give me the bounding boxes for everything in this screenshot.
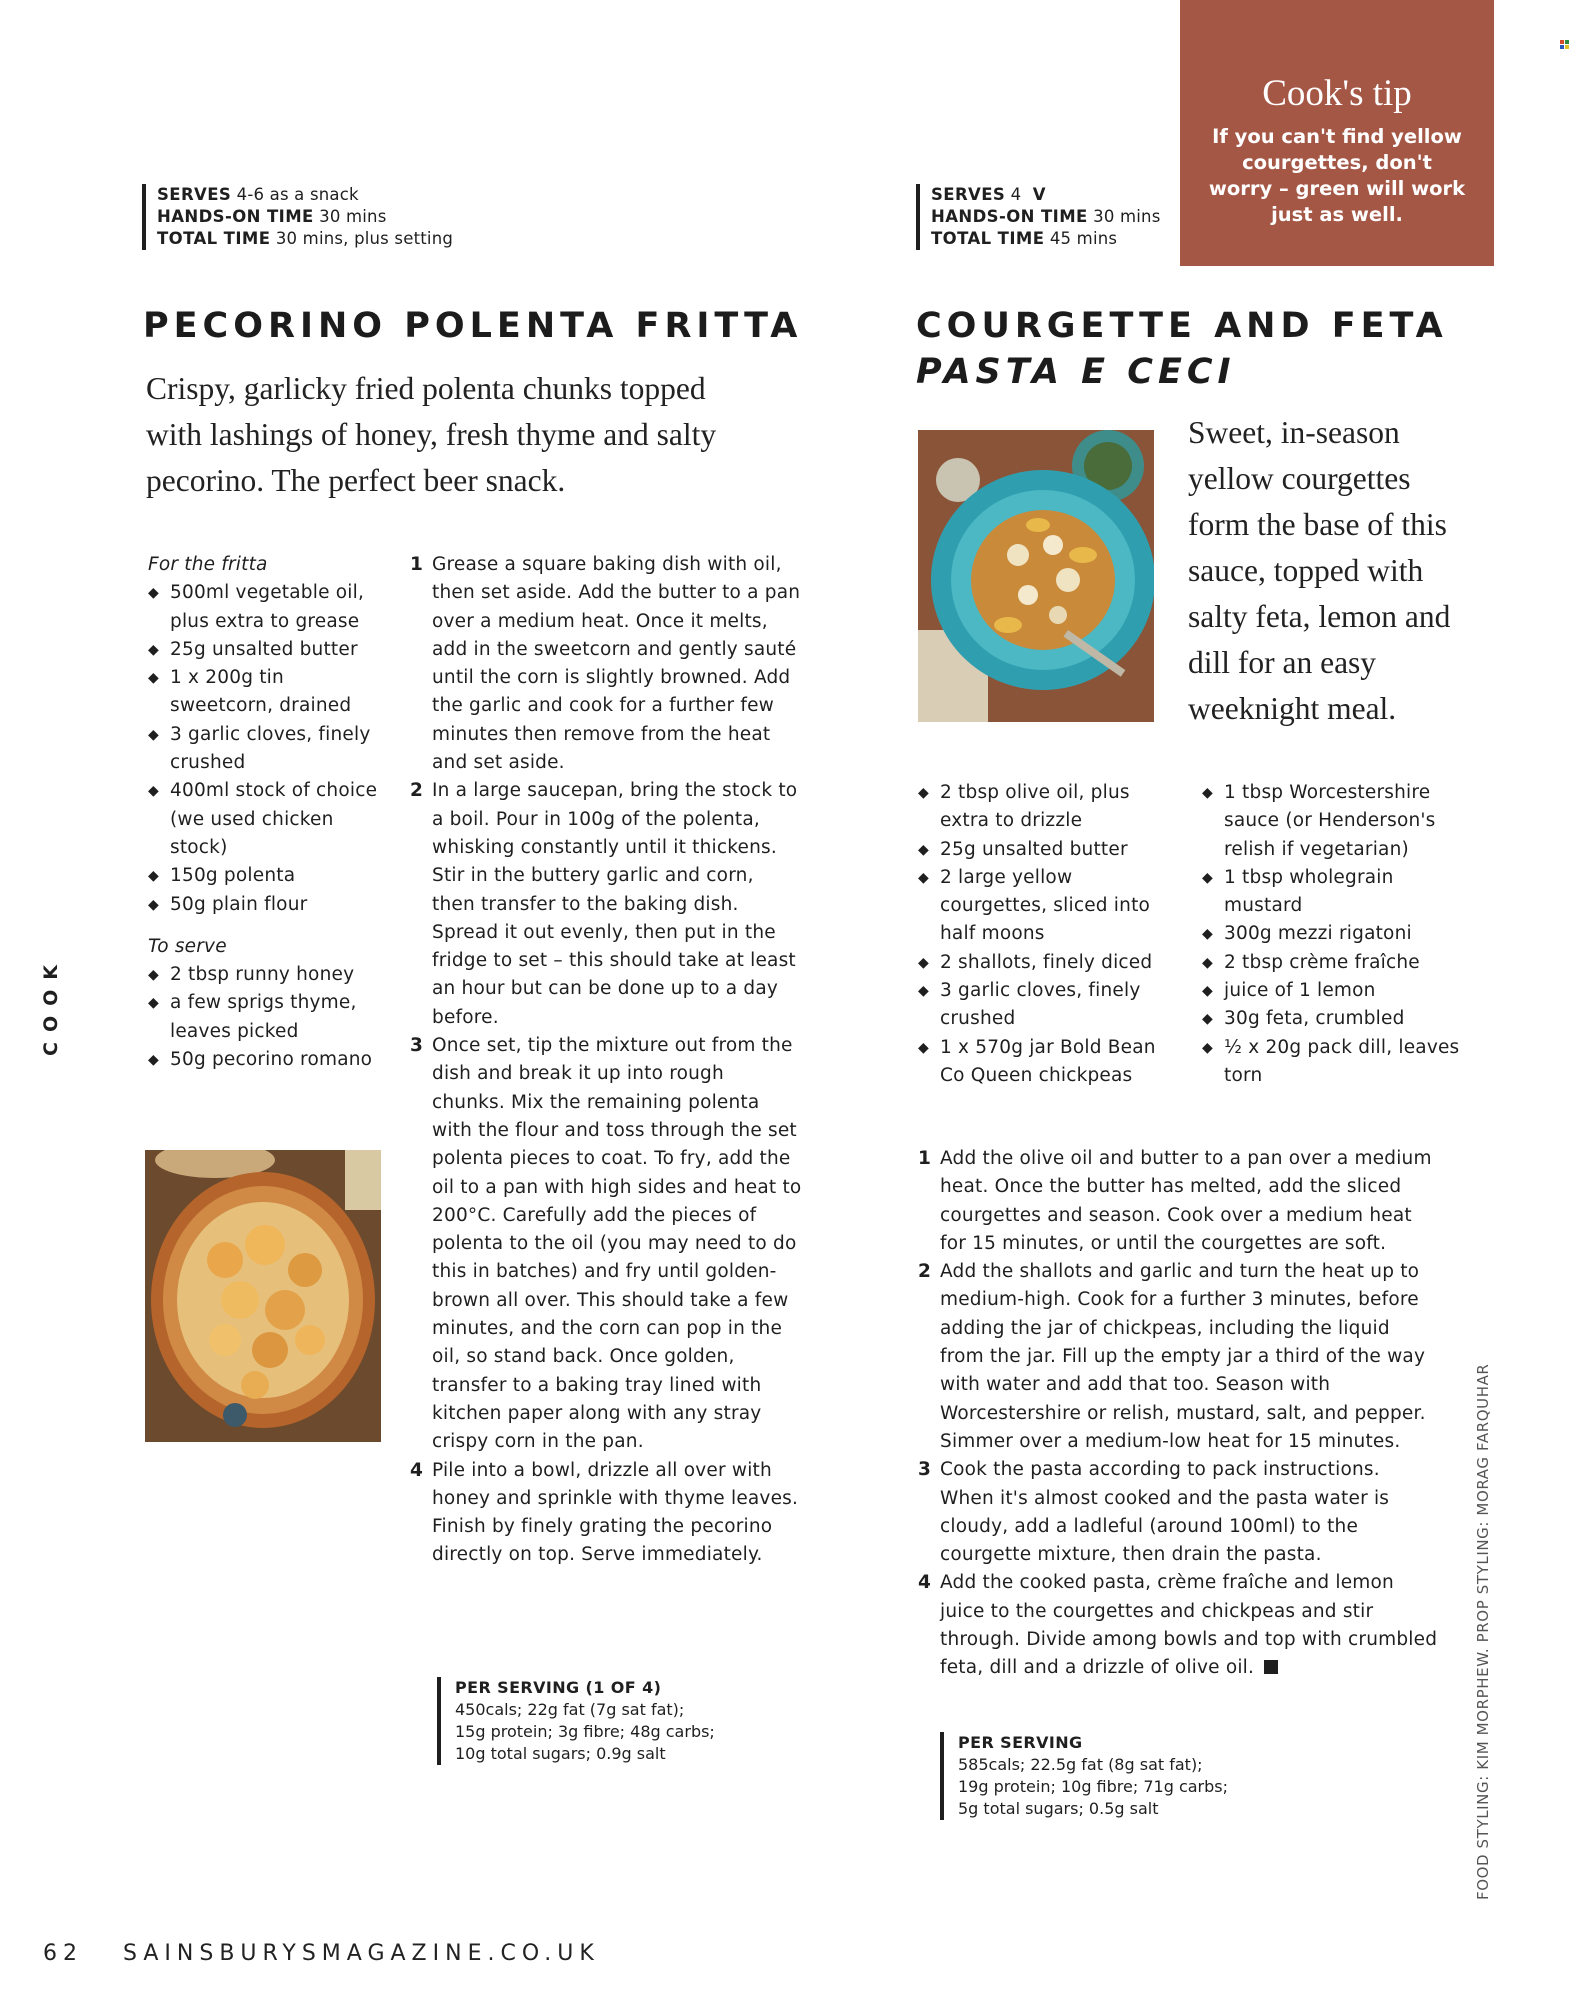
total-time-value: 45 mins [1049,229,1118,248]
recipe2-title-line1: COURGETTE AND FETA [916,306,1448,346]
step-number: 3 [410,1035,424,1057]
hands-on-value: 30 mins [319,207,387,226]
step-text: Add the olive oil and butter to a pan over a medium heat. Once the butter has melted, add the sliced courgettes and season. Cook over a medium heat for 15 minutes, or until the courgettes are soft. [940,1148,1432,1254]
photo-credit: FOOD STYLING: KIM MORPHEW. PROP STYLING: MORAG FARQUHAR [1474,1363,1492,1900]
method-step [410,1457,802,1570]
ingredient-item: ◆ 50g pecorino romano [148,1046,393,1074]
step-number: 2 [410,780,424,802]
recipe1-intro: Crispy, garlicky fried polenta chunks topped with lashings of honey, fresh thyme and salty pecorino. The perfect beer snack. [146,371,717,498]
ingredient-item: ◆ 1 x 200g tin sweetcorn, drained [148,664,393,721]
ingredient-item: ◆ 2 shallots, finely diced [918,949,1180,977]
total-time-label: TOTAL TIME [931,229,1045,248]
hands-on-label: HANDS-ON TIME [931,207,1088,226]
step-number: 4 [918,1572,932,1594]
fritta-heading: For the fritta [148,554,268,575]
recipe2-method [918,1145,1438,1683]
recipe1-nutrition [437,1677,795,1765]
nutrition-line: 15g protein; 3g fibre; 48g carbs; [455,1722,715,1741]
nutrition-line: 585cals; 22.5g fat (8g sat fat); [958,1755,1203,1774]
ingredient-item: ◆ 2 tbsp runny honey [148,961,393,989]
step-number: 3 [918,1459,932,1481]
serves-value: 4-6 as a snack [236,185,359,204]
ingredient-item: ◆ 300g mezzi rigatoni [1202,920,1462,948]
nutrition-line: 10g total sugars; 0.9g salt [455,1744,666,1763]
recipe2-intro: Sweet, in-season yellow courgettes form the base of this sauce, topped with salty feta, lemon and dill for an easy weeknight meal. [1188,415,1451,726]
method-step [918,1145,1438,1258]
hands-on-label: HANDS-ON TIME [157,207,314,226]
end-mark-icon [1264,1660,1278,1674]
page-number: 62 [43,1941,83,1966]
recipe2-ingredients-col1 [918,779,1180,1090]
nutrition-line: 450cals; 22g fat (7g sat fat); [455,1700,685,1719]
polenta-fritta-photo [145,1150,381,1442]
recipe1-method [410,551,802,1570]
step-text: Grease a square baking dish with oil, then set aside. Add the butter to a pan over a medium heat. Once it melts, add in the sweetcorn and gently sauté until the corn is slightly browned. Add the garlic and cook for a further few minutes then remove from the heat and set aside. [432,554,801,774]
step-text: Pile into a bowl, drizzle all over with honey and sprinkle with thyme leaves. Finish by finely grating the pecorino directly on top. Serve immediately. [432,1459,799,1566]
ingredient-item: ◆ 3 garlic cloves, finely crushed [148,721,393,778]
step-number: 1 [918,1148,932,1169]
recipe1-title: PECORINO POLENTA FRITTA [143,306,803,346]
total-time-label: TOTAL TIME [157,229,271,248]
method-step [918,1456,1438,1569]
ingredient-item: ◆ 400ml stock of choice (we used chicken stock) [148,777,393,862]
ingredient-item: ◆ 1 x 570g jar Bold Bean Co Queen chickpeas [918,1034,1180,1091]
total-time-value: 30 mins, plus setting [275,229,454,248]
ingredient-item: ◆ 150g polenta [148,862,393,890]
recipe2-meta [916,184,1231,250]
ingredient-item: ◆ 500ml vegetable oil, plus extra to grease [148,579,393,636]
ingredient-item: ◆ 3 garlic cloves, finely crushed [918,977,1180,1034]
step-text: Add the cooked pasta, crème fraîche and lemon juice to the courgettes and chickpeas and stir through. Divide among bowls and top with crumbled feta, dill and a drizzle of olive oil. [940,1572,1438,1679]
ingredient-item: ◆ 50g plain flour [148,891,393,919]
recipe2-title [916,303,1476,395]
serves-label: SERVES [931,185,1006,204]
color-mark-icon [1560,40,1569,49]
step-number: 4 [410,1459,424,1481]
method-step [410,551,802,777]
recipe1-meta [142,184,557,250]
step-text: Add the shallots and garlic and turn the heat up to medium-high. Cook for a further 3 minutes, before adding the jar of chickpeas, including the liquid from the jar. Fill up the empty jar a third of the way with water and add that too. Season with Worcestershire or relish, mustard, salt, and pepper. Simmer over a medium-low heat for 15 minutes. [940,1261,1426,1452]
vegetarian-badge: V [1032,185,1046,204]
cooks-tip-body: If you can't find yellow courgettes, don't worry – green will work just as well. [1208,125,1466,226]
ingredient-item: ◆ 1 tbsp wholegrain mustard [1202,864,1462,921]
pasta-e-ceci-photo [918,430,1154,722]
nutrition-heading: PER SERVING (1 OF 4) [455,1678,662,1697]
ingredient-item: ◆ 2 large yellow courgettes, sliced into half moons [918,864,1180,949]
ingredient-item: ◆ 30g feta, crumbled [1202,1005,1462,1033]
method-step [918,1258,1438,1456]
nutrition-line: 19g protein; 10g fibre; 71g carbs; [958,1777,1228,1796]
website-url[interactable]: SAINSBURYSMAGAZINE.CO.UK [123,1941,600,1966]
step-number: 2 [918,1261,932,1283]
nutrition-line: 5g total sugars; 0.5g salt [958,1799,1159,1818]
hands-on-value: 30 mins [1093,207,1161,226]
page-footer [43,1941,600,1966]
ingredient-item: ◆ 1 tbsp Worcestershire sauce (or Henderson's relish if vegetarian) [1202,779,1462,864]
recipe1-ingredients [148,551,393,1074]
method-step [410,1032,802,1456]
nutrition-heading: PER SERVING [958,1733,1083,1752]
cooks-tip-title: Cook's tip [1262,73,1412,114]
ingredient-item: ◆ 2 tbsp crème fraîche [1202,949,1462,977]
serve-heading: To serve [148,935,227,957]
step-text: Cook the pasta according to pack instructions. When it's almost cooked and the pasta water is cloudy, add a ladleful (around 100ml) to the courgette mixture, then drain the pasta. [940,1459,1390,1566]
serves-label: SERVES [157,185,232,204]
ingredient-item: ◆ juice of 1 lemon [1202,977,1462,1005]
step-text: In a large saucepan, bring the stock to a boil. Pour in 100g of the polenta, whisking constantly until it thickens. Stir in the buttery garlic and corn, then transfer to the baking dish. Spread it out evenly, then put in the fridge to set – this should take at least an hour but can be done up to a day before. [432,780,798,1028]
recipe2-nutrition [940,1732,1298,1820]
ingredient-item: ◆ a few sprigs thyme, leaves picked [148,989,393,1046]
ingredient-item: ◆ 25g unsalted butter [148,636,393,664]
step-text: Once set, tip the mixture out from the dish and break it up into rough chunks. Mix the remaining polenta with the flour and toss through the set polenta pieces to coat. To fry, add the oil to a pan with high sides and heat to 200°C. Carefully add the pieces of polenta to the oil (you may need to do this in batches) and fry until golden-brown all over. This should take a few minutes, and the corn can pop in the oil, so stand back. Once golden, transfer to a baking tray lined with kitchen paper along with any stray crispy corn in the pan. [432,1035,802,1453]
serves-value: 4 [1010,185,1022,204]
recipe2-title-line2: PASTA E CECI [916,352,1236,392]
method-step [918,1569,1438,1682]
method-step [410,777,802,1032]
recipe2-ingredients-col2 [1202,779,1462,1090]
ingredient-item: ◆ ½ x 20g pack dill, leaves torn [1202,1034,1462,1091]
step-number: 1 [410,554,424,575]
section-label: COOK [40,955,62,1056]
ingredient-item: ◆ 2 tbsp olive oil, plus extra to drizzle [918,779,1180,836]
ingredient-item: ◆ 25g unsalted butter [918,836,1180,864]
